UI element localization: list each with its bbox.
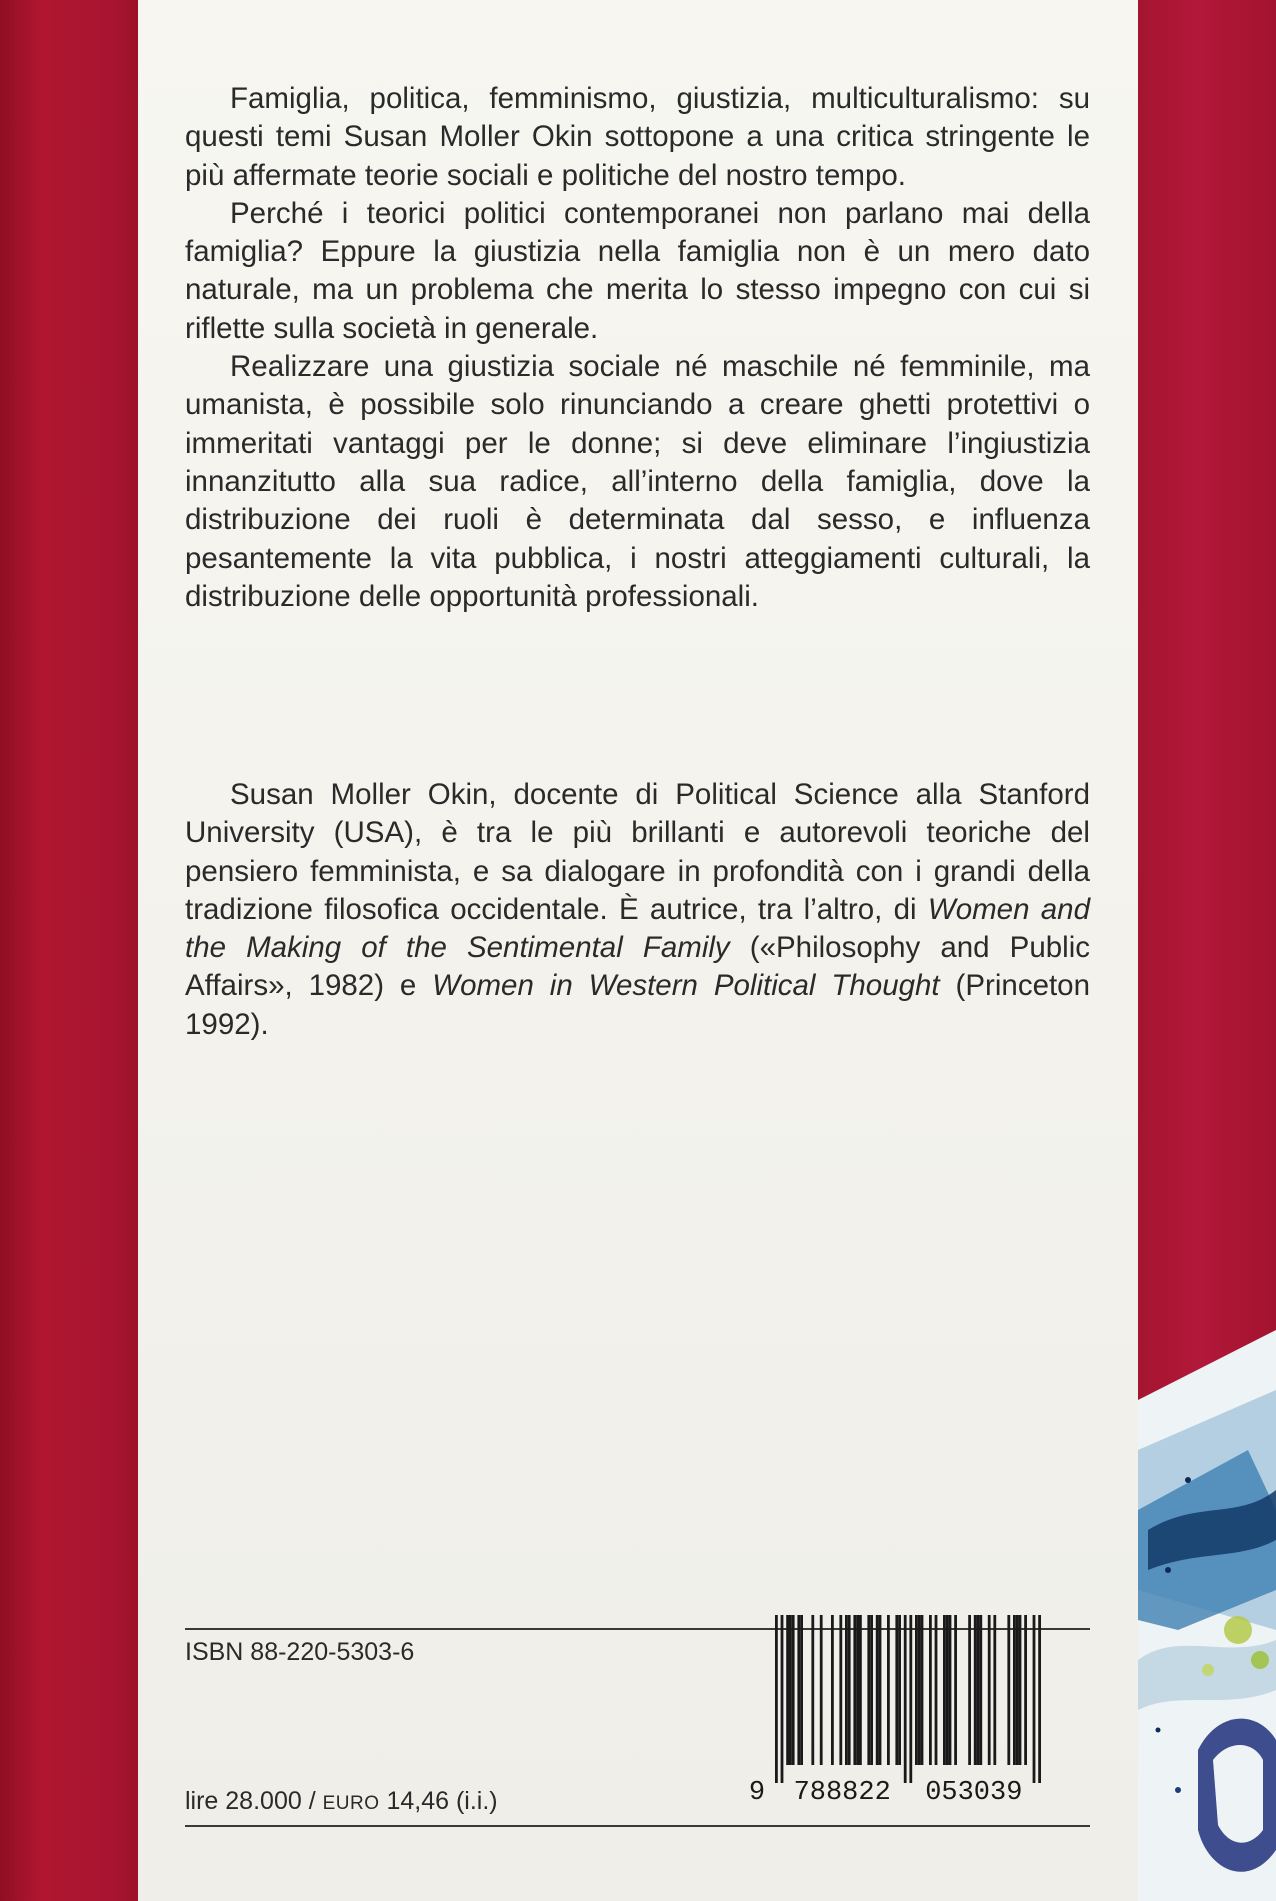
bio-text-1: Susan Moller Okin, docente di Political Science alla Stanford University (USA), è tra le più brillanti e autorevoli teoriche del pensiero femminista, e sa dialogare in profondità con i grandi della tradizione filosofica occidentale. È autrice, tra l’altro, di: [185, 778, 1090, 926]
barcode-bar: [887, 1615, 890, 1765]
barcode-bar: [848, 1615, 851, 1765]
barcode-bar: [789, 1615, 792, 1765]
barcode-bar: [856, 1615, 859, 1765]
bio-title-1: Women and the Making of the Sentimental Family: [185, 892, 1090, 965]
barcode-bar: [974, 1615, 977, 1765]
barcode-bar: [867, 1615, 870, 1765]
bio-title-2: Women in Western Political Thought: [432, 969, 940, 1003]
barcode-bar: [1033, 1615, 1036, 1783]
barcode-bar: [946, 1615, 949, 1765]
barcode-bar: [786, 1615, 789, 1765]
blurb-paragraph-3: Realizzare una giustizia sociale né maschile né femminile, ma umanista, è possibile solo rinunciando a creare ghetti protettivi o immeritati vantaggi per le donne; si deve eliminare l’ingiustizia innanzitutto alla sua radice, all’interno della famiglia, dove la distribuzione dei ruoli è determinata dal sesso, e influenza pesantemente la vita pubblica, i nostri atteggiamenti culturali, la distribuzione delle opportunità professionali.: [185, 350, 1090, 613]
blurb: [185, 80, 1090, 616]
blurb-paragraph-2: Perché i teorici politici contemporanei non parlano mai della famiglia? Eppure la giustizia nella famiglia non è un mero dato naturale, ma un problema che merita lo stesso impegno con cui si riflette sulla società in generale.: [185, 196, 1090, 345]
barcode: [747, 1613, 1087, 1825]
barcode-bar: [895, 1615, 898, 1765]
cover-artwork-fragment: [1138, 1330, 1276, 1901]
bio-text-3: (Princeton 1992).: [185, 969, 1090, 1041]
barcode-bar: [1013, 1615, 1016, 1765]
barcode-bar: [792, 1615, 795, 1765]
price-lire: lire 28.000 /: [185, 1787, 323, 1815]
text-panel: [138, 0, 1138, 1901]
bottom-rule: [185, 1825, 1090, 1827]
barcode-bar: [820, 1615, 823, 1765]
barcode-bar: [831, 1615, 834, 1765]
barcode-bar: [879, 1615, 882, 1765]
author-bio: [185, 776, 1090, 1044]
barcode-bar: [870, 1615, 873, 1765]
barcode-bar: [929, 1615, 932, 1765]
isbn-label: ISBN 88-220-5303-6: [185, 1638, 415, 1666]
barcode-bar: [915, 1615, 918, 1765]
barcode-bar: [1038, 1615, 1041, 1783]
barcode-bar: [1016, 1615, 1019, 1765]
barcode-bar: [797, 1615, 800, 1765]
barcode-bar: [935, 1615, 938, 1765]
barcode-bar: [918, 1615, 921, 1765]
barcode-bar: [775, 1615, 778, 1783]
barcode-left-digits: 788822: [793, 1778, 891, 1808]
barcode-lead-digit: 9: [748, 1778, 766, 1808]
barcode-bar: [839, 1615, 842, 1765]
barcode-bar: [993, 1615, 996, 1765]
author-bio-paragraph: [185, 776, 1090, 1044]
barcode-bar: [949, 1615, 952, 1765]
barcode-bar: [800, 1615, 803, 1765]
barcode-bar: [853, 1615, 856, 1765]
barcode-bar: [977, 1615, 980, 1765]
bio-text-2: («Philosophy and Public Affairs», 1982) e: [185, 931, 1090, 1003]
price-label: [185, 1787, 498, 1816]
blurb-paragraph-1: Famiglia, politica, femminismo, giustizia, multiculturalismo: su questi temi Susan Moller Okin sottopone a una critica stringente le più affermate teorie sociali e politiche del nostro tempo.: [185, 82, 1090, 192]
barcode-bar: [811, 1615, 814, 1765]
barcode-bar: [859, 1615, 862, 1765]
price-euro-label: EURO: [322, 1793, 380, 1814]
barcode-bar: [954, 1615, 957, 1765]
barcode-bar: [876, 1615, 879, 1765]
barcode-right-digits: 053039: [925, 1778, 1023, 1808]
barcode-bar: [1007, 1615, 1010, 1765]
barcode-bar: [781, 1615, 784, 1783]
barcode-bar: [904, 1615, 907, 1783]
barcode-bar: [943, 1615, 946, 1765]
barcode-bar: [921, 1615, 924, 1765]
barcode-bar: [909, 1615, 912, 1783]
barcode-bar: [968, 1615, 971, 1765]
barcode-bar: [988, 1615, 991, 1765]
barcode-bar: [845, 1615, 848, 1765]
barcode-bar: [979, 1615, 982, 1765]
barcode-bar: [1024, 1615, 1027, 1765]
price-euro-value: 14,46 (i.i.): [379, 1787, 498, 1815]
barcode-bar: [1019, 1615, 1022, 1765]
barcode-bar: [898, 1615, 901, 1765]
